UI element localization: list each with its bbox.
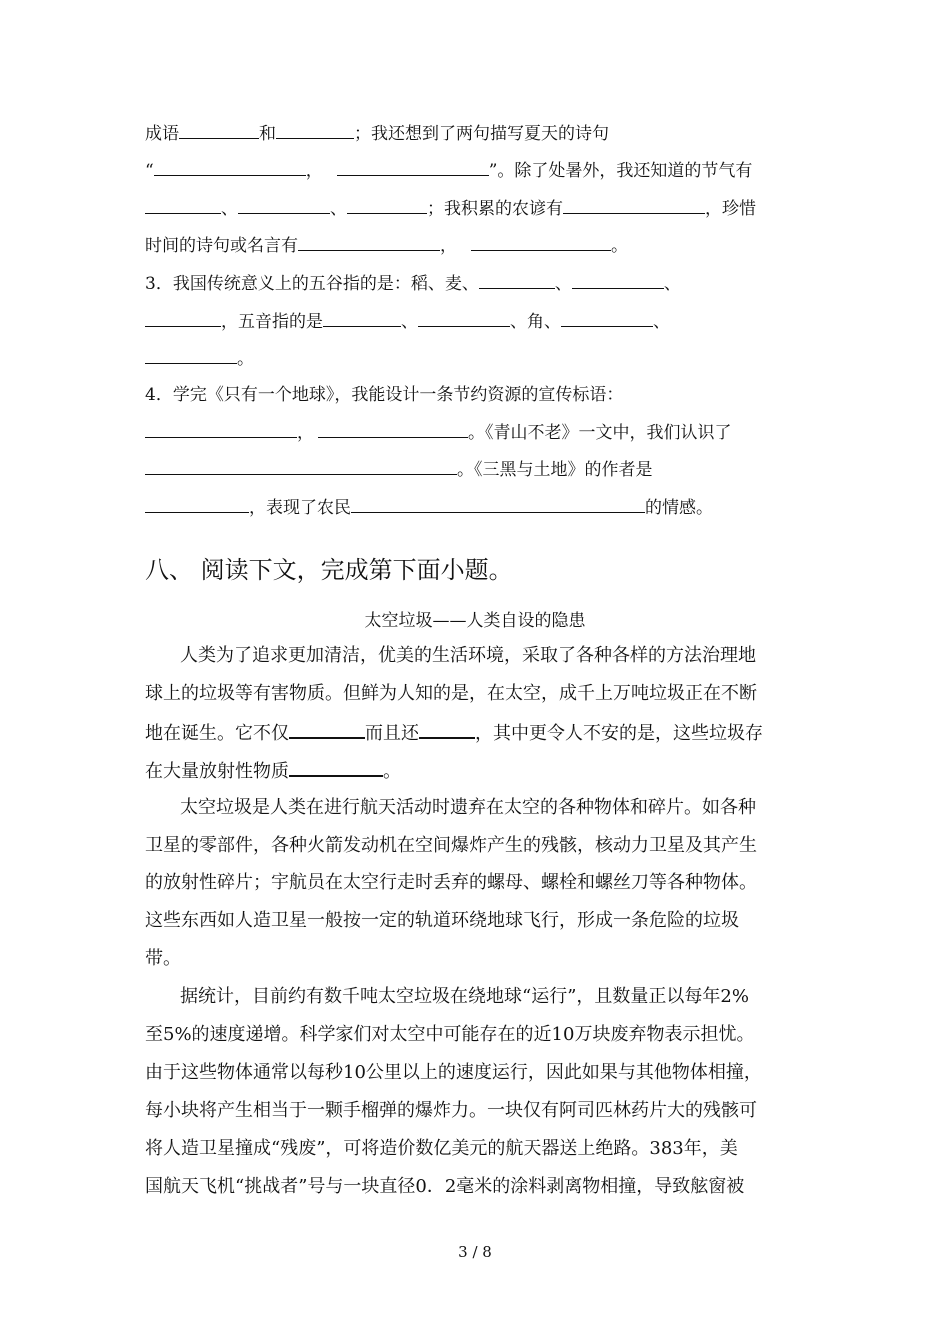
- blank[interactable]: [418, 309, 510, 327]
- passage-line: 地在诞生。它不仅 而且还 ，其中更令人不安的是，这些垃圾存: [145, 720, 763, 746]
- passage-line: 国航天飞机“挑战者”号与一块直径0．2毫米的涂料剥离物相撞，导致舷窗被: [145, 1176, 745, 1197]
- passage-line: 将人造卫星撞成“残废”，可将造价数亿美元的航天器送上绝路。383年，美: [145, 1138, 738, 1159]
- blank[interactable]: [298, 233, 440, 251]
- passage-line: 至5%的速度递增。科学家们对太空中可能存在的近10万块废弃物表示担忧。: [145, 1024, 755, 1045]
- passage-line: 每小块将产生相当于一颗手榴弹的爆炸力。一块仅有阿司匹林药片大的残骸可: [145, 1100, 757, 1121]
- q4-line-4: ，表现了农民 的情感。: [145, 495, 713, 520]
- blank[interactable]: [572, 271, 664, 289]
- blank[interactable]: [179, 121, 259, 139]
- blank[interactable]: [145, 196, 221, 214]
- blank[interactable]: [563, 196, 705, 214]
- section-heading: 八、 阅读下文，完成第下面小题。: [145, 556, 513, 584]
- q4-line-3: 。《三黑与土地》的作者是: [145, 457, 653, 482]
- blank[interactable]: [337, 158, 489, 176]
- blank[interactable]: [145, 495, 249, 513]
- blank[interactable]: [276, 121, 354, 139]
- page-number: 3 / 8: [458, 1243, 492, 1261]
- blank[interactable]: [145, 457, 457, 475]
- blank[interactable]: [351, 495, 645, 513]
- q3-line-2: ，五音指的是 、 、角、 、: [145, 309, 670, 334]
- q2-line-2: “ ， ”。除了处暑外，我还知道的节气有: [145, 158, 752, 183]
- passage-line: 在大量放射性物质 。: [145, 758, 401, 784]
- q4-line-1: 4．学完《只有一个地球》，我能设计一条节约资源的宣传标语：: [145, 385, 624, 405]
- blank[interactable]: [145, 346, 237, 364]
- q3-line-1: 3．我国传统意义上的五谷指的是：稻、麦、 、 、: [145, 271, 681, 296]
- blank[interactable]: [154, 158, 306, 176]
- blank[interactable]: [289, 720, 365, 739]
- passage-line: 人类为了追求更加清洁，优美的生活环境，采取了各种各样的方法治理地: [180, 645, 756, 666]
- passage-line: 这些东西如人造卫星一般按一定的轨道环绕地球飞行，形成一条危险的垃圾: [145, 910, 739, 931]
- blank[interactable]: [289, 758, 383, 777]
- passage-line: 太空垃圾是人类在进行航天活动时遗弃在太空的各种物体和碎片。如各种: [180, 797, 756, 818]
- blank[interactable]: [419, 720, 475, 739]
- passage-line: 带。: [145, 948, 181, 969]
- passage-line: 卫星的零部件，各种火箭发动机在空间爆炸产生的残骸，核动力卫星及其产生: [145, 835, 757, 856]
- q3-line-3: 。: [145, 346, 254, 371]
- blank[interactable]: [479, 271, 555, 289]
- blank[interactable]: [347, 196, 427, 214]
- q2-line-3: 、 、 ；我积累的农谚有 ，珍惜: [145, 196, 756, 221]
- blank[interactable]: [323, 309, 401, 327]
- q2-line-4: 时间的诗句或名言有 ， 。: [145, 233, 628, 258]
- blank[interactable]: [561, 309, 653, 327]
- passage-line: 据统计，目前约有数千吨太空垃圾在绕地球“运行”，且数量正以每年2%: [180, 986, 749, 1007]
- blank[interactable]: [145, 420, 297, 438]
- blank[interactable]: [145, 309, 221, 327]
- passage-line: 的放射性碎片；宇航员在太空行走时丢弃的螺母、螺栓和螺丝刀等各种物体。: [145, 872, 757, 893]
- blank[interactable]: [471, 233, 611, 251]
- passage-title: 太空垃圾——人类自设的隐患: [364, 611, 586, 631]
- passage-line: 由于这些物体通常以每秒10公里以上的速度运行，因此如果与其他物体相撞，: [145, 1062, 762, 1083]
- blank[interactable]: [238, 196, 330, 214]
- blank[interactable]: [318, 420, 468, 438]
- q4-line-2: ， 。《青山不老》一文中，我们认识了: [145, 420, 732, 445]
- q2-line-1: 成语 和 ；我还想到了两句描写夏天的诗句: [145, 121, 609, 146]
- passage-line: 球上的垃圾等有害物质。但鲜为人知的是，在太空，成千上万吨垃圾正在不断: [145, 683, 757, 704]
